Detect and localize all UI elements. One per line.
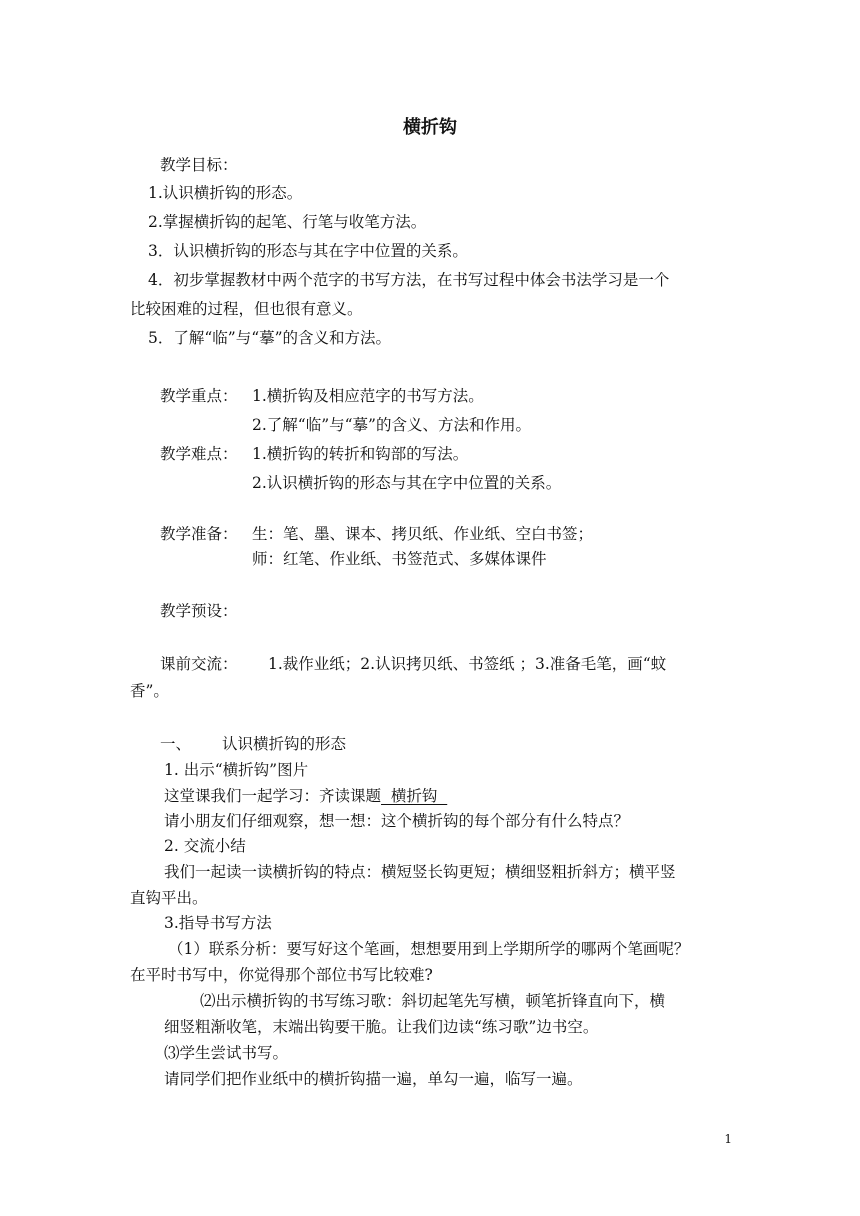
lesson-title-underlined: 横折钩 (381, 787, 448, 805)
pre-class-content-line-2: 香”。 (130, 682, 169, 700)
section-1-heading: 认识横折钩的形态 (222, 735, 347, 753)
objective-4-line-2: 比较困难的过程，但也很有意义。 (130, 300, 363, 318)
section-1-step-3: 3.指导书写方法 (164, 914, 272, 932)
section-1-step-2: 2. 交流小结 (164, 837, 246, 855)
section-1-line-a (164, 785, 447, 807)
difficult-points-label: 教学难点： (160, 445, 238, 463)
objective-5: 5．了解“临”与“摹”的含义和方法。 (148, 329, 392, 347)
preset-label: 教学预设： (160, 602, 238, 620)
preparation-teacher: 师：红笔、作业纸、书签范式、多媒体课件 (252, 550, 547, 568)
key-point-1: 1.横折钩及相应范字的书写方法。 (252, 387, 484, 405)
section-1-summary-line-1: 我们一起读一读横折钩的特点：横短竖长钩更短；横细竖粗折斜方；横平竖 (164, 863, 676, 881)
key-point-2: 2.了解“临”与“摹”的含义、方法和作用。 (252, 416, 531, 434)
section-1-number: 一、 (160, 735, 192, 753)
pre-class-label: 课前交流： (160, 655, 238, 673)
preparation-label: 教学准备： (160, 525, 238, 543)
section-1-step-1: 1. 出示“横折钩”图片 (164, 761, 309, 779)
page-number: 1 (724, 1132, 732, 1146)
pre-class-content-line-1: 1.裁作业纸；2.认识拷贝纸、书签纸 ；3.准备毛笔，画“蚊 (268, 655, 667, 673)
section-1-line-a-prefix: 这堂课我们一起学习：齐读课题 (164, 787, 382, 805)
difficult-point-2: 2.认识横折钩的形态与其在字中位置的关系。 (252, 474, 562, 492)
difficult-point-1: 1.横折钩的转折和钩部的写法。 (252, 445, 469, 463)
section-1-sub-3: ⑶学生尝试书写。 (164, 1044, 289, 1062)
objective-1: 1.认识横折钩的形态。 (148, 184, 303, 202)
objectives-heading: 教学目标： (160, 156, 238, 174)
preparation-students: 生：笔、墨、课本、拷贝纸、作业纸、空白书签； (252, 525, 594, 543)
document-title: 横折钩 (403, 117, 457, 138)
key-points-label: 教学重点： (160, 387, 238, 405)
section-1-sub-1-line-1: （1）联系分析：要写好这个笔画，想想要用到上学期所学的哪两个笔画呢？ (168, 940, 690, 958)
section-1-sub-3-line: 请同学们把作业纸中的横折钩描一遍，单勾一遍，临写一遍。 (164, 1070, 583, 1088)
objective-3: 3．认识横折钩的形态与其在字中位置的关系。 (148, 242, 468, 260)
section-1-sub-2-line-1: ⑵出示横折钩的书写练习歌：斜切起笔先写横，顿笔折锋直向下，横 (200, 992, 666, 1010)
section-1-sub-1-line-2: 在平时书写中，你觉得那个部位书写比较难? (130, 966, 433, 984)
objective-2: 2.掌握横折钩的起笔、行笔与收笔方法。 (148, 213, 427, 231)
section-1-summary-line-2: 直钩平出。 (130, 889, 208, 907)
objective-4-line-1: 4．初步掌握教材中两个范字的书写方法，在书写过程中体会书法学习是一个 (148, 271, 670, 289)
section-1-sub-2-line-2: 细竖粗渐收笔，末端出钩要干脆。让我们边读“练习歌”边书空。 (164, 1018, 599, 1036)
section-1-line-b: 请小朋友们仔细观察，想一想：这个横折钩的每个部分有什么特点？ (164, 812, 630, 830)
